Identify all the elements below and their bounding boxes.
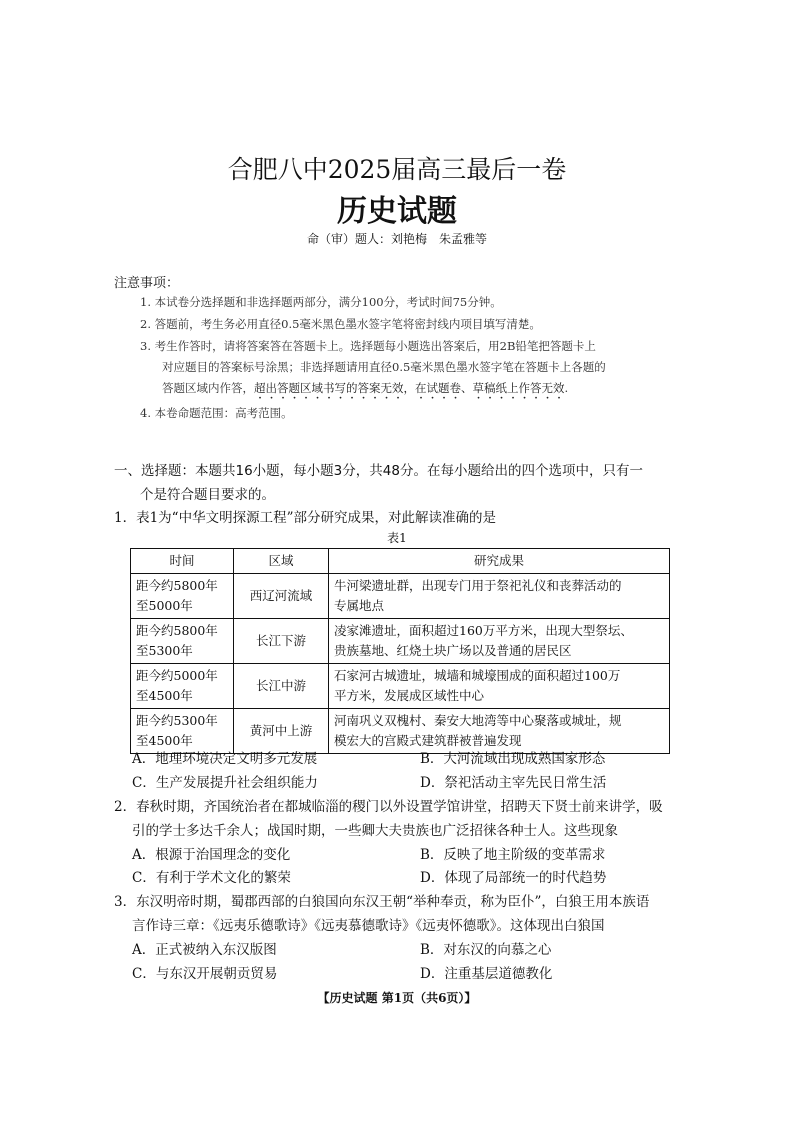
region-cell: 黄河中上游 [234,709,329,754]
table-header [131,549,670,574]
result-cell: 河南巩义双槐村、秦安大地湾等中心聚落或城址，规 模宏大的宫殿式建筑群被普遍发现 [329,709,670,754]
table-row [131,574,670,619]
note-3-text: 答题区域内作答， [162,381,254,395]
section-heading-2: 个是符合题目要求的。 [140,487,275,503]
q2-option-c: C．有利于学术文化的繁荣 [132,870,291,886]
notes-heading: 注意事项： [114,276,180,291]
region-cell: 长江下游 [234,619,329,664]
result-cell: 凌家滩遗址，面积超过160万平方米，出现大型祭坛、 贵族墓地、红烧土块广场以及普通的居民区 [329,619,670,664]
region-cell: 西辽河流域 [234,574,329,619]
note-2: 2. 答题前，考生务必用直径0.5毫米黑色墨水签字笔将密封线内项目填写清楚。 [140,317,541,331]
note-3: 3. 考生作答时，请将答案答在答题卡上。选择题每小题选出答案后，用2B铅笔把答题卡上 [140,339,596,353]
q3-option-d: D．注重基层道德教化 [420,966,553,982]
school-title: 合肥八中2025届高三最后一卷 [227,155,567,184]
q2-option-a: A．根源于治国理念的变化 [132,847,291,863]
table-row [131,664,670,709]
q3-option-a: A．正式被纳入东汉版图 [132,942,277,958]
col-time: 时间 [131,549,234,574]
note-4: 4. 本卷命题范围：高考范围。 [140,406,293,420]
q3-option-c: C．与东汉开展朝贡贸易 [132,966,278,982]
section-heading: 一、选择题：本题共16小题，每小题3分，共48分。在每小题给出的四个选项中，只有一 [114,463,643,479]
q1-option-b: B．大河流域出现成熟国家形态 [420,751,606,767]
note-3-end: 答题区域内作答，超出答题区域书写的答案无效，在试题卷、草稿纸上作答无效. [162,381,569,395]
q1-option-d: D．祭祀活动主宰先民日常生活 [420,775,607,791]
q3-stem-2: 言作诗三章：《远夷乐德歌诗》《远夷慕德歌诗》《远夷怀德歌》。这体现出白狼国 [132,918,605,934]
time-cell: 距今约5000年 至4500年 [131,664,234,709]
q1-option-c: C．生产发展提升社会组织能力 [132,775,318,791]
q2-stem-1: 2．春秋时期，齐国统治者在都城临淄的稷门以外设置学馆讲堂，招聘天下贤士前来讲学，吸 [114,799,663,815]
subject-title: 历史试题 [337,194,457,229]
results-table [130,548,670,754]
q3-stem-1: 3．东汉明帝时期，蜀郡西部的白狼国向东汉王朝“举种奉贡，称为臣仆”，白狼王用本族语 [114,894,650,910]
time-cell: 距今约5800年 至5000年 [131,574,234,619]
region-cell: 长江中游 [234,664,329,709]
table-row [131,619,670,664]
time-cell: 距今约5300年 至4500年 [131,709,234,754]
note-3-cont: 对应题目的答案标号涂黑；非选择题请用直径0.5毫米黑色墨水签字笔在答题卡上各题的 [162,360,606,374]
q2-option-d: D．体现了局部统一的时代趋势 [420,870,607,886]
result-cell: 石家河古城遗址，城墙和城壕围成的面积超过100万 平方米，发展成区域性中心 [329,664,670,709]
result-cell: 牛河梁遗址群，出现专门用于祭祀礼仪和丧葬活动的 专属地点 [329,574,670,619]
page-footer: 【历史试题 第1页（共6页）】 [317,991,477,1005]
q3-option-b: B．对东汉的向慕之心 [420,942,552,958]
q2-stem-2: 引的学士多达千余人；战国时期，一些卿大夫贵族也广泛招徕各种士人。这些现象 [132,823,618,839]
note-1: 1. 本试卷分选择题和非选择题两部分，满分100分，考试时间75分钟。 [140,295,502,309]
col-results: 研究成果 [329,549,670,574]
note-3-emphasis: 超出答题区域书写的答案无效，在试题卷、草稿纸上作答无效 [254,381,565,395]
table-caption: 表1 [387,531,407,545]
col-region: 区域 [234,549,329,574]
time-cell: 距今约5800年 至5300年 [131,619,234,664]
q1-stem: 1．表1为“中华文明探源工程”部分研究成果，对此解读准确的是 [114,510,496,526]
q2-option-b: B．反映了地主阶级的变革需求 [420,847,606,863]
q1-option-a: A．地理环境决定文明多元发展 [132,751,318,767]
authors: 命（审）题人：刘艳梅 朱孟雅等 [306,232,487,246]
